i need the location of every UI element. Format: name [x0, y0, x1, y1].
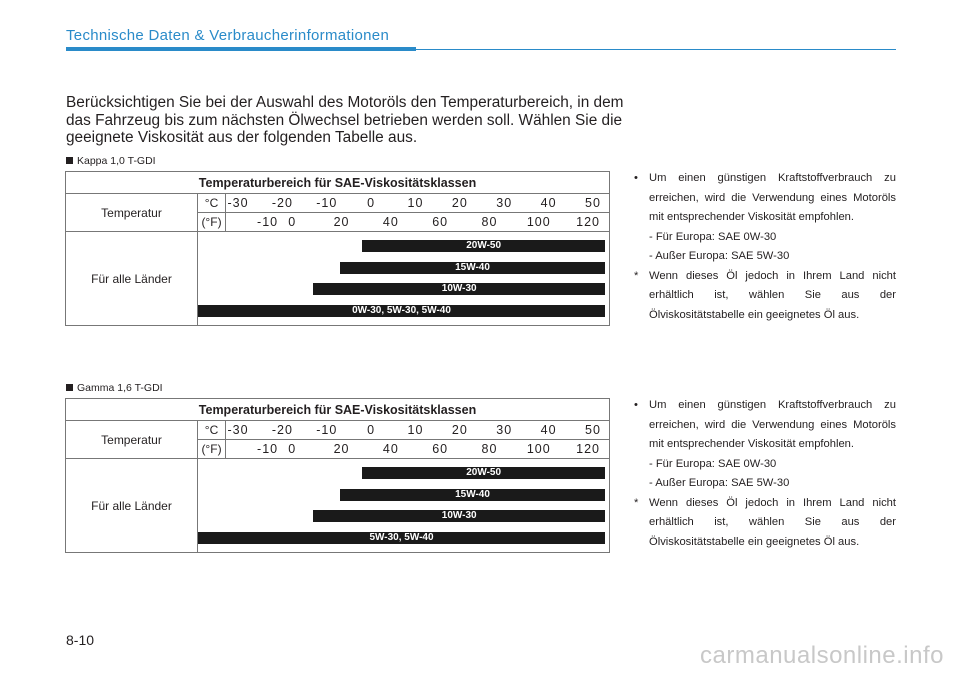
fahrenheit-scale — [226, 213, 610, 232]
celsius-tick: -10 — [316, 196, 338, 210]
celsius-tick: 20 — [451, 196, 468, 210]
celsius-scale — [226, 194, 610, 213]
celsius-tick: 10 — [407, 196, 424, 210]
section-label-text: Kappa 1,0 T-GDI — [77, 155, 156, 167]
watermark: carmanualsonline.info — [700, 642, 944, 669]
row-label-all-countries: Für alle Länder — [66, 232, 198, 326]
fahrenheit-tick: 60 — [432, 442, 449, 456]
note-footnote — [634, 494, 896, 553]
viscosity-bar: 20W-50 — [362, 467, 605, 479]
fahrenheit-tick: 20 — [333, 215, 350, 229]
viscosity-bar: 10W-30 — [313, 283, 605, 295]
header-rule — [66, 47, 416, 51]
viscosity-bar: 10W-30 — [313, 510, 605, 522]
section-label-kappa — [66, 155, 156, 167]
notes-gamma — [634, 396, 896, 552]
header-rule-thin — [416, 49, 896, 50]
note-bullet-text: Um einen günstigen Kraftstoffverbrauch zu erreichen, wird die Verwendung eines Motoröls mit entsprechender Viskosität empfohlen. — [649, 399, 896, 450]
celsius-tick: 40 — [540, 423, 557, 437]
fahrenheit-tick: 20 — [333, 442, 350, 456]
table-header: Temperaturbereich für SAE-Viskositätsklassen — [66, 399, 610, 421]
fahrenheit-tick: 40 — [382, 442, 399, 456]
row-label-all-countries: Für alle Länder — [66, 459, 198, 553]
header-title: Technische Daten & Verbraucherinformationen — [66, 27, 390, 44]
note-bullet-text: Um einen günstigen Kraftstoffverbrauch zu erreichen, wird die Verwendung eines Motoröls mit entsprechender Viskosität empfohlen. — [649, 172, 896, 223]
viscosity-bars — [198, 232, 610, 326]
note-footnote — [634, 267, 896, 326]
celsius-tick: 20 — [451, 423, 468, 437]
square-bullet-icon — [66, 157, 73, 164]
fahrenheit-tick: 120 — [576, 215, 600, 229]
unit-celsius: °C — [198, 421, 226, 440]
viscosity-bar: 0W-30, 5W-30, 5W-40 — [198, 305, 605, 317]
fahrenheit-tick: 80 — [481, 442, 498, 456]
viscosity-bar: 15W-40 — [340, 489, 605, 501]
note-bullet — [634, 169, 896, 228]
temperature-label: Temperatur — [66, 194, 198, 232]
fahrenheit-tick: 0 — [288, 215, 297, 229]
asterisk-icon: * — [634, 269, 639, 282]
note-footnote-text: Wenn dieses Öl jedoch in Ihrem Land nicht erhältlich ist, wählen Sie aus der Ölviskositätstabelle ein geeignetes Öl aus. — [649, 269, 896, 321]
celsius-tick: 50 — [585, 196, 601, 210]
intro-text: Berücksichtigen Sie bei der Auswahl des Motoröls den Temperaturbereich, in dem das Fahrzeug bis zum nächsten Ölwechsel betrieben werden soll. Wählen Sie die geeignete Viskosität aus der folgenden Tabelle aus. — [66, 94, 624, 146]
table-header: Temperaturbereich für SAE-Viskositätsklassen — [66, 172, 610, 194]
fahrenheit-scale — [226, 440, 610, 459]
celsius-tick: 30 — [496, 423, 513, 437]
unit-celsius: °C — [198, 194, 226, 213]
viscosity-table-kappa — [65, 171, 610, 326]
asterisk-icon: * — [634, 496, 639, 509]
note-outside-europe: - Außer Europa: SAE 5W-30 — [649, 250, 790, 262]
section-label-gamma — [66, 382, 163, 394]
celsius-tick: -20 — [271, 423, 293, 437]
fahrenheit-tick: 100 — [526, 442, 551, 456]
note-europe: - Für Europa: SAE 0W-30 — [649, 457, 777, 470]
bullet-icon: • — [634, 399, 638, 411]
celsius-tick: 0 — [367, 196, 376, 210]
fahrenheit-tick: -10 — [257, 442, 279, 456]
fahrenheit-tick: 0 — [288, 442, 297, 456]
unit-fahrenheit: (°F) — [198, 440, 226, 459]
page-number: 8-10 — [66, 632, 95, 648]
celsius-tick: -20 — [271, 196, 293, 210]
section-label-text: Gamma 1,6 T-GDI — [77, 382, 163, 394]
unit-fahrenheit: (°F) — [198, 213, 226, 232]
celsius-tick: 30 — [496, 196, 513, 210]
celsius-tick: 0 — [367, 423, 376, 437]
celsius-tick: 40 — [540, 196, 557, 210]
fahrenheit-tick: -10 — [257, 215, 279, 229]
celsius-tick: -30 — [227, 196, 249, 210]
fahrenheit-tick: 80 — [481, 215, 498, 229]
notes-kappa — [634, 169, 896, 325]
fahrenheit-tick: 100 — [526, 215, 551, 229]
square-bullet-icon — [66, 384, 73, 391]
note-outside-europe: - Außer Europa: SAE 5W-30 — [649, 477, 790, 489]
celsius-tick: 10 — [407, 423, 424, 437]
viscosity-bars — [198, 459, 610, 553]
celsius-scale — [226, 421, 610, 440]
celsius-tick: 50 — [585, 423, 601, 437]
celsius-tick: -10 — [316, 423, 338, 437]
viscosity-table-gamma — [65, 398, 610, 553]
viscosity-bar: 20W-50 — [362, 240, 605, 252]
fahrenheit-tick: 60 — [432, 215, 449, 229]
note-footnote-text: Wenn dieses Öl jedoch in Ihrem Land nicht erhältlich ist, wählen Sie aus der Ölviskositätstabelle ein geeignetes Öl aus. — [649, 496, 896, 548]
viscosity-bar: 5W-30, 5W-40 — [198, 532, 605, 544]
temperature-label: Temperatur — [66, 421, 198, 459]
celsius-tick: -30 — [227, 423, 249, 437]
note-europe: - Für Europa: SAE 0W-30 — [649, 230, 777, 243]
viscosity-bar: 15W-40 — [340, 262, 605, 274]
note-bullet — [634, 396, 896, 455]
fahrenheit-tick: 120 — [576, 442, 600, 456]
fahrenheit-tick: 40 — [382, 215, 399, 229]
bullet-icon: • — [634, 172, 638, 184]
